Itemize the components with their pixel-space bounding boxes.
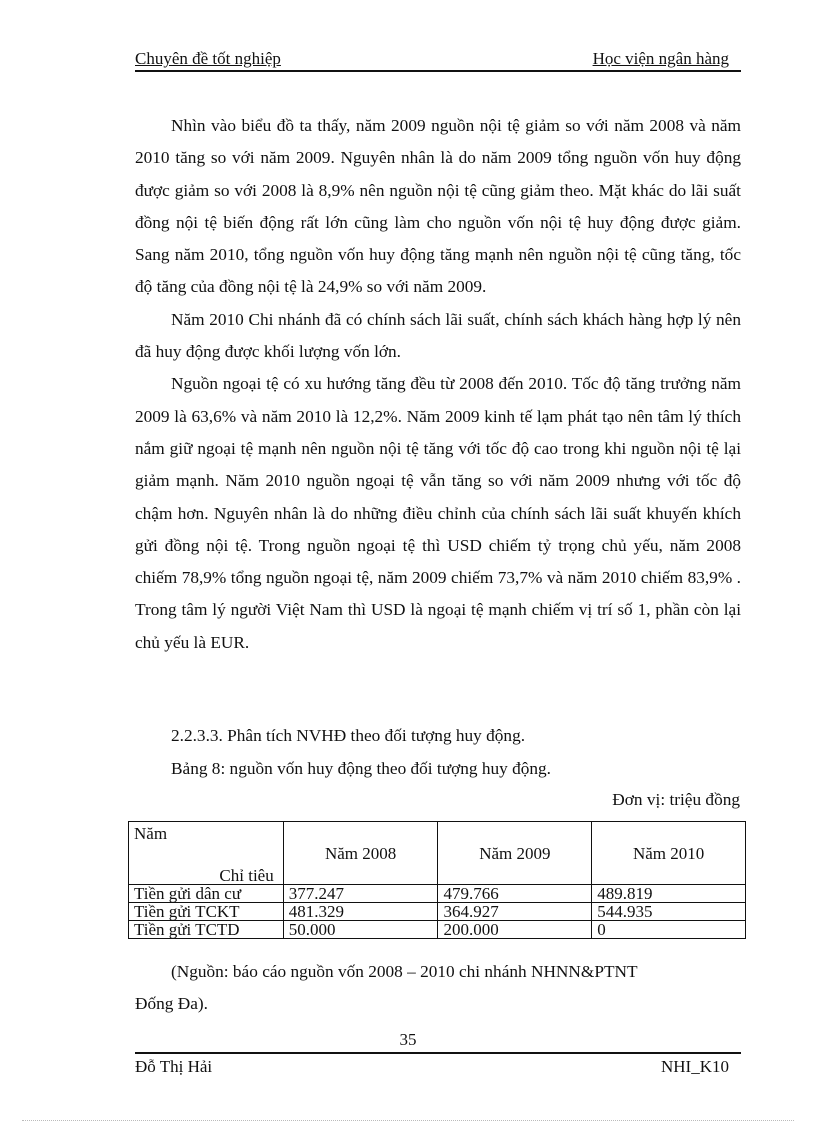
page-number: 35 (399, 1030, 417, 1049)
funding-table (128, 821, 746, 939)
page-edge-divider (22, 1120, 794, 1121)
corner-year-label: Năm (134, 824, 168, 843)
paragraph-1: Nhìn vào biểu đồ ta thấy, năm 2009 nguồn nội tệ giảm so với năm 2008 và năm 2010 tăng so với năm 2009. Nguyên nhân là do năm 2009 tổng nguồn vốn huy động được giảm so với 2008 là 8,9% nên nguồn nội tệ cũng giảm theo. Mặt khác do lãi suất đồng nội tệ biến động rất lớn cũng làm cho nguồn vốn nội tệ huy động được giảm. Sang năm 2010, tổng nguồn vốn huy động tăng mạnh nên nguồn nội tệ cũng tăng, tốc độ tăng của đồng nội tệ là 24,9% so với năm 2009. (135, 116, 741, 297)
table-cell: 377.247 (283, 885, 438, 903)
source-line-1: (Nguồn: báo cáo nguồn vốn 2008 – 2010 chi nhánh NHNN&PTNT (171, 962, 638, 981)
column-header: Năm 2009 (438, 822, 592, 885)
table-cell: 481.329 (283, 903, 438, 921)
body-text (135, 110, 741, 659)
page-footer (135, 1052, 741, 1076)
table-cell: 479.766 (438, 885, 592, 903)
page-header (135, 48, 741, 72)
unit-label: Đơn vị: triệu đồng (612, 790, 740, 809)
table-source (135, 956, 741, 1021)
footer-author: Đỗ Thị Hải (135, 1057, 213, 1076)
row-label: Tiền gửi TCKT (129, 903, 284, 921)
table-row (129, 885, 746, 903)
table-cell: 50.000 (283, 921, 438, 939)
table-header-row (129, 822, 746, 885)
table-row (129, 921, 746, 939)
table-cell: 544.935 (592, 903, 746, 921)
column-header: Năm 2010 (592, 822, 746, 885)
column-header: Năm 2008 (283, 822, 438, 885)
table-row (129, 903, 746, 921)
source-line-2: Đống Đa). (135, 994, 208, 1014)
header-institution: Học viện ngân hàng (592, 49, 729, 68)
paragraph-3: Nguồn ngoại tệ có xu hướng tăng đều từ 2008 đến 2010. Tốc độ tăng trưởng năm 2009 là 63,6% và năm 2010 là 12,2%. Năm 2009 kinh tế lạm phát tạo nên tâm lý thích nắm giữ ngoại tệ mạnh nên nguồn nội tệ tăng với tốc độ cao trong khi nguồn nội tệ lại giảm mạnh. Năm 2010 nguồn ngoại tệ vẫn tăng so với năm 2009 nhưng với tốc độ chậm hơn. Nguyên nhân là do những điều chỉnh của chính sách lãi suất khuyến khích gửi đồng nội tệ. Trong nguồn ngoại tệ thì USD chiếm tỷ trọng chủ yếu, năm 2008 chiếm 78,9% tổng nguồn ngoại tệ, năm 2009 chiếm 73,7% và năm 2010 chiếm 83,9% . Trong tâm lý người Việt Nam thì USD là ngoại tệ mạnh chiếm vị trí số 1, phần còn lại chủ yếu là EUR. (135, 374, 741, 652)
row-label: Tiền gửi TCTD (129, 921, 284, 939)
paragraph-2: Năm 2010 Chi nhánh đã có chính sách lãi suất, chính sách khách hàng hợp lý nên đã huy động được khối lượng vốn lớn. (135, 309, 741, 362)
footer-class-code: NHI_K10 (661, 1057, 729, 1076)
section-heading: 2.2.3.3. Phân tích NVHĐ theo đối tượng huy động. (171, 726, 526, 745)
corner-indicator-label: Chỉ tiêu (219, 866, 274, 885)
table-cell: 489.819 (592, 885, 746, 903)
table-cell: 364.927 (438, 903, 592, 921)
row-label: Tiền gửi dân cư (129, 885, 284, 903)
table-corner-cell (129, 822, 284, 885)
table-cell: 200.000 (438, 921, 592, 939)
table-cell: 0 (592, 921, 746, 939)
table-caption: Bảng 8: nguồn vốn huy động theo đối tượng huy động. (171, 759, 551, 778)
header-title: Chuyên đề tốt nghiệp (135, 49, 281, 68)
